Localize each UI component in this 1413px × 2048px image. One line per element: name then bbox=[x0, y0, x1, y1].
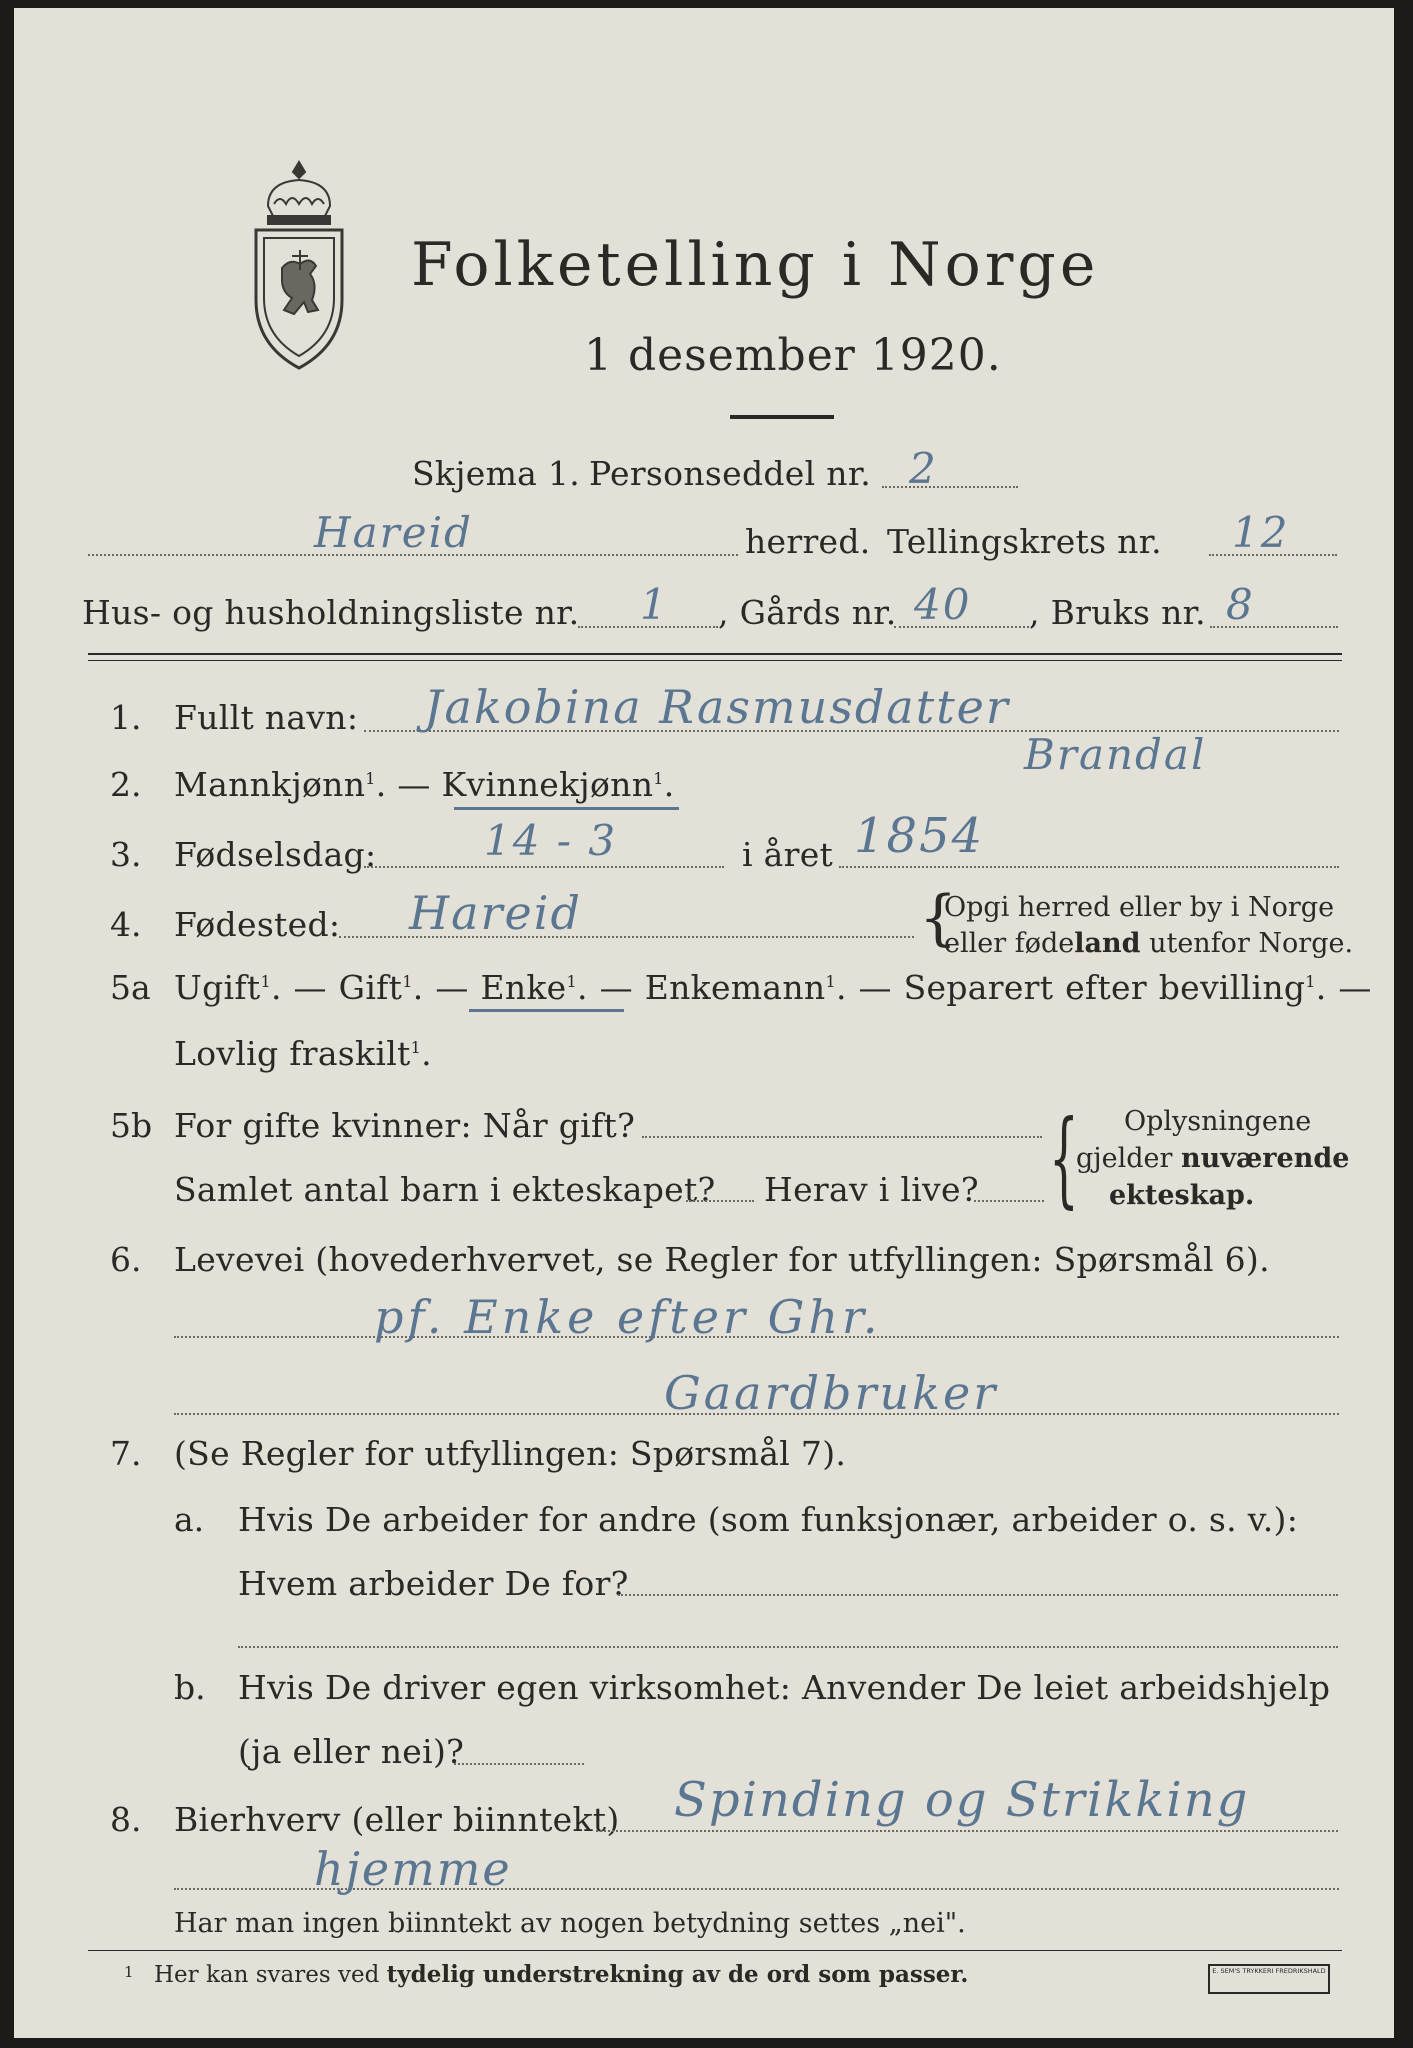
herred-value: Hareid bbox=[314, 508, 473, 557]
q5a-sup-5: 1 bbox=[1305, 972, 1316, 991]
q3-year-label: i året bbox=[742, 835, 834, 874]
footnote-text-bold: tydelig understrekning av de ord som passer. bbox=[386, 1961, 969, 1988]
q5a-option-lovlig-fraskilt-line: Lovlig fraskilt$^1$. bbox=[174, 1034, 432, 1073]
q2-number: 2. bbox=[110, 765, 142, 804]
gards-value: 40 bbox=[914, 580, 972, 629]
q3-birth-year-value: 1854 bbox=[854, 808, 985, 864]
q1-surname-value: Brandal bbox=[1024, 730, 1207, 779]
q5a-sup-6: 1 bbox=[410, 1038, 422, 1057]
q4-note-2-bold: land bbox=[1074, 928, 1141, 959]
q4-note-line-2 bbox=[944, 926, 1353, 962]
q5a-dash-4: — bbox=[858, 968, 892, 1007]
q5a-option-enke: Enke bbox=[480, 968, 567, 1007]
q5b-note-line-3: ekteskap. bbox=[1109, 1180, 1255, 1211]
header-divider-top bbox=[88, 653, 1342, 655]
q6-value-line-1: pf. Enke efter Ghr. bbox=[374, 1290, 882, 1344]
tellingskrets-label: Tellingskrets nr. bbox=[887, 522, 1162, 561]
q5a-sup-4: 1 bbox=[825, 972, 836, 991]
q7a-employer-field-line-2 bbox=[238, 1646, 1338, 1648]
q7b-number: b. bbox=[174, 1668, 206, 1707]
bruks-label: , Bruks nr. bbox=[1029, 593, 1206, 632]
bruks-value: 8 bbox=[1226, 580, 1255, 629]
q7b-field-line bbox=[454, 1763, 584, 1765]
q2-end: . bbox=[663, 765, 675, 804]
q1-number: 1. bbox=[110, 698, 142, 737]
footnote-text-pre: Her kan svares ved bbox=[154, 1962, 387, 1988]
footnote-number: 1 bbox=[124, 1963, 134, 1981]
q3-number: 3. bbox=[110, 835, 142, 874]
norwegian-coat-of-arms-icon bbox=[234, 158, 364, 378]
q5a-sup-2: 1 bbox=[402, 972, 413, 991]
q5a-option-lovlig-fraskilt: Lovlig fraskilt bbox=[174, 1034, 411, 1073]
q4-note-brace: { bbox=[919, 883, 958, 953]
q4-label: Fødested: bbox=[174, 905, 341, 944]
q7a-label: Hvis De arbeider for andre (som funksjonær, arbeider o. s. v.): bbox=[238, 1500, 1299, 1539]
footnote-text bbox=[154, 1961, 968, 1988]
q5a-sup-1: 1 bbox=[260, 972, 271, 991]
q7a-number: a. bbox=[174, 1500, 205, 1539]
gards-label: , Gårds nr. bbox=[718, 593, 897, 632]
q4-birthplace-value: Hareid bbox=[409, 886, 582, 940]
q8-label: Bierhverv (eller biinntekt) bbox=[174, 1800, 620, 1839]
tellingskrets-value: 12 bbox=[1232, 508, 1290, 557]
q5a-option-separert: Separert efter bevilling bbox=[903, 968, 1306, 1007]
q5b-note-line-2 bbox=[1076, 1141, 1349, 1177]
q2-option-mannkjonn: Mannkjønn bbox=[174, 765, 366, 804]
q4-note-line-1: Opgi herred eller by i Norge bbox=[944, 892, 1335, 923]
census-form-sheet bbox=[14, 8, 1394, 2038]
q1-full-name-value: Jakobina Rasmusdatter bbox=[424, 680, 1010, 734]
q7-number: 7. bbox=[110, 1434, 142, 1473]
q8-hint: Har man ingen biinntekt av nogen betydning settes „nei". bbox=[174, 1908, 966, 1939]
q5b-alive-label: Herav i live? bbox=[764, 1170, 979, 1209]
husliste-label: Hus- og husholdningsliste nr. bbox=[82, 593, 580, 632]
q7b-label: Hvis De driver egen virksomhet: Anvender De leiet arbeidshjelp bbox=[238, 1668, 1331, 1707]
q5a-dash-5: — bbox=[1338, 968, 1372, 1007]
personseddel-field-line bbox=[882, 486, 1018, 488]
q8-field-line-1 bbox=[596, 1830, 1338, 1832]
q5b-children-field-line bbox=[686, 1200, 754, 1202]
q5b-note-line-1: Oplysningene bbox=[1124, 1106, 1312, 1137]
q2-option-kvinnekjonn: Kvinnekjønn bbox=[441, 765, 654, 804]
q5a-option-gift: Gift bbox=[338, 968, 403, 1007]
q5b-married-label: For gifte kvinner: Når gift? bbox=[174, 1106, 636, 1145]
personseddel-value: 2 bbox=[909, 444, 938, 493]
census-date: 1 desember 1920. bbox=[584, 330, 1002, 381]
q6-value-line-2: Gaardbruker bbox=[664, 1366, 999, 1420]
q2-options: Mannkjønn$^1$. — Kvinnekjønn$^1$. bbox=[174, 765, 675, 804]
q3-year-field-line bbox=[839, 866, 1339, 868]
q5a-number: 5a bbox=[110, 968, 151, 1007]
q7a-employer-label: Hvem arbeider De for? bbox=[238, 1564, 629, 1603]
header-divider-bottom bbox=[88, 660, 1342, 661]
q7b-yes-no-label: (ja eller nei)? bbox=[238, 1732, 465, 1771]
q3-birthdate-value: 14 - 3 bbox=[484, 816, 618, 865]
q4-number: 4. bbox=[110, 905, 142, 944]
q5a-option-enkemann: Enkemann bbox=[644, 968, 826, 1007]
q2-separator: . — bbox=[375, 765, 431, 804]
q5b-alive-field-line bbox=[974, 1200, 1044, 1202]
q5b-married-field-line bbox=[642, 1136, 1042, 1138]
husliste-value: 1 bbox=[640, 580, 669, 629]
personseddel-label: Personseddel nr. bbox=[589, 454, 872, 493]
skjema-label: Skjema 1. bbox=[412, 454, 581, 493]
q3-date-field-line bbox=[364, 866, 724, 868]
footnote-divider bbox=[88, 1950, 1342, 1951]
q5b-note-2-bold: nuværende bbox=[1181, 1143, 1350, 1174]
title-divider bbox=[730, 415, 834, 419]
q7-label: (Se Regler for utfyllingen: Spørsmål 7). bbox=[174, 1434, 847, 1473]
q4-note-2-pre: eller føde bbox=[944, 928, 1075, 959]
q8-value-line-2: hjemme bbox=[314, 1842, 512, 1896]
q1-label: Fullt navn: bbox=[174, 698, 359, 737]
q5b-number: 5b bbox=[110, 1106, 153, 1145]
herred-label: herred. bbox=[745, 522, 871, 561]
q5b-note-2-pre: gjelder bbox=[1076, 1143, 1182, 1174]
q5a-enke-underline bbox=[469, 1009, 624, 1012]
q7a-employer-field-line bbox=[618, 1594, 1338, 1596]
q5a-option-ugift: Ugift bbox=[174, 968, 261, 1007]
form-title: Folketelling i Norge bbox=[411, 230, 1100, 300]
q5a-dash-3: — bbox=[599, 968, 633, 1007]
q5a-dash-2: — bbox=[435, 968, 469, 1007]
q5a-dash-1: — bbox=[293, 968, 327, 1007]
q5a-sup-3: 1 bbox=[566, 972, 577, 991]
q5b-note-brace: { bbox=[1049, 1097, 1079, 1219]
q2-kvinnekjonn-underline bbox=[454, 807, 679, 810]
q6-label: Levevei (hovederhvervet, se Regler for utfyllingen: Spørsmål 6). bbox=[174, 1240, 1270, 1279]
q5a-options: Ugift$^1$. — Gift$^1$. — Enke$^1$. — Enkemann$^1$. — Separert efter bevilling$^1$. — bbox=[174, 968, 1372, 1007]
q8-number: 8. bbox=[110, 1800, 142, 1839]
q6-number: 6. bbox=[110, 1240, 142, 1279]
q4-note-2-post: utenfor Norge. bbox=[1140, 928, 1354, 959]
q5b-children-label: Samlet antal barn i ekteskapet? bbox=[174, 1170, 716, 1209]
printer-stamp: E. SEM'S TRYKKERI FREDRIKSHALD bbox=[1208, 1964, 1330, 1994]
q8-value-line-1: Spinding og Strikking bbox=[674, 1772, 1250, 1828]
q3-label: Fødselsdag: bbox=[174, 835, 377, 874]
